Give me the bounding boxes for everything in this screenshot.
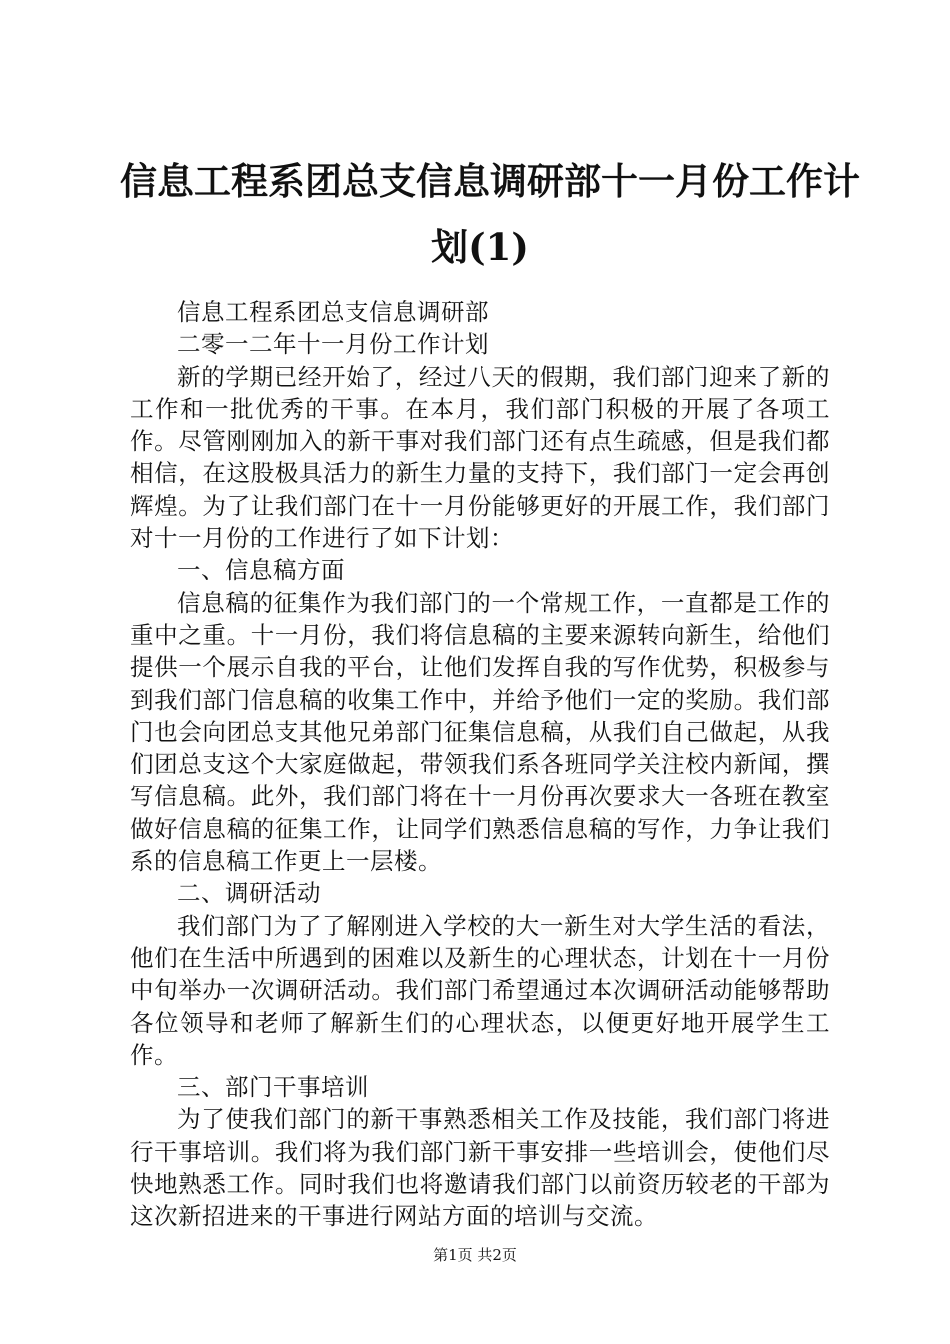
document-title-continuation: 划(1) [431,225,529,269]
date-line: 二零一二年十一月份工作计划 [177,330,489,359]
section-body-training: 为了使我们部门的新干事熟悉相关工作及技能，我们部门将进行干事培训。我们将为我们部门新干事安排一些培训会，使他们尽快地熟悉工作。同时我们也将邀请我们部门以前资历较老的干部为这次新招进来的干事进行网站方面的培训与交流。 [130,1105,830,1231]
section-heading-research: 二、调研活动 [177,879,321,908]
document-title: 信息工程系团总支信息调研部十一月份工作计 [120,159,860,203]
section-heading-training: 三、部门干事培训 [177,1073,369,1102]
section-heading-info-articles: 一、信息稿方面 [177,556,345,585]
section-body-info-articles: 信息稿的征集作为我们部门的一个常规工作，一直都是工作的重中之重。十一月份，我们将信息稿的主要来源转向新生，给他们提供一个展示自我的平台，让他们发挥自我的写作优势，积极参与到我们部门信息稿的收集工作中，并给予他们一定的奖励。我们部门也会向团总支其他兄弟部门征集信息稿，从我们自己做起，从我们团总支这个大家庭做起，带领我们系各班同学关注校内新闻，撰写信息稿。此外，我们部门将在十一月份再次要求大一各班在教室做好信息稿的征集工作，让同学们熟悉信息稿的写作，力争让我们系的信息稿工作更上一层楼。 [130,588,830,876]
document-body [130,296,830,1233]
intro-paragraph: 新的学期已经开始了，经过八天的假期，我们部门迎来了新的工作和一批优秀的干事。在本月，我们部门积极的开展了各项工作。尽管刚刚加入的新干事对我们部门还有点生疏感，但是我们都相信，在这股极具活力的新生力量的支持下，我们部门一定会再创辉煌。为了让我们部门在十一月份能够更好的开展工作，我们部门对十一月份的工作进行了如下计划： [130,362,830,553]
organization-line: 信息工程系团总支信息调研部 [177,298,489,326]
page-number-footer: 第1页 共2页 [433,1246,517,1264]
section-body-research: 我们部门为了了解刚进入学校的大一新生对大学生活的看法，他们在生活中所遇到的困难以及新生的心理状态，计划在十一月份中旬举办一次调研活动。我们部门希望通过本次调研活动能够帮助各位领导和老师了解新生们的心理状态，以便更好地开展学生工作。 [130,911,830,1069]
